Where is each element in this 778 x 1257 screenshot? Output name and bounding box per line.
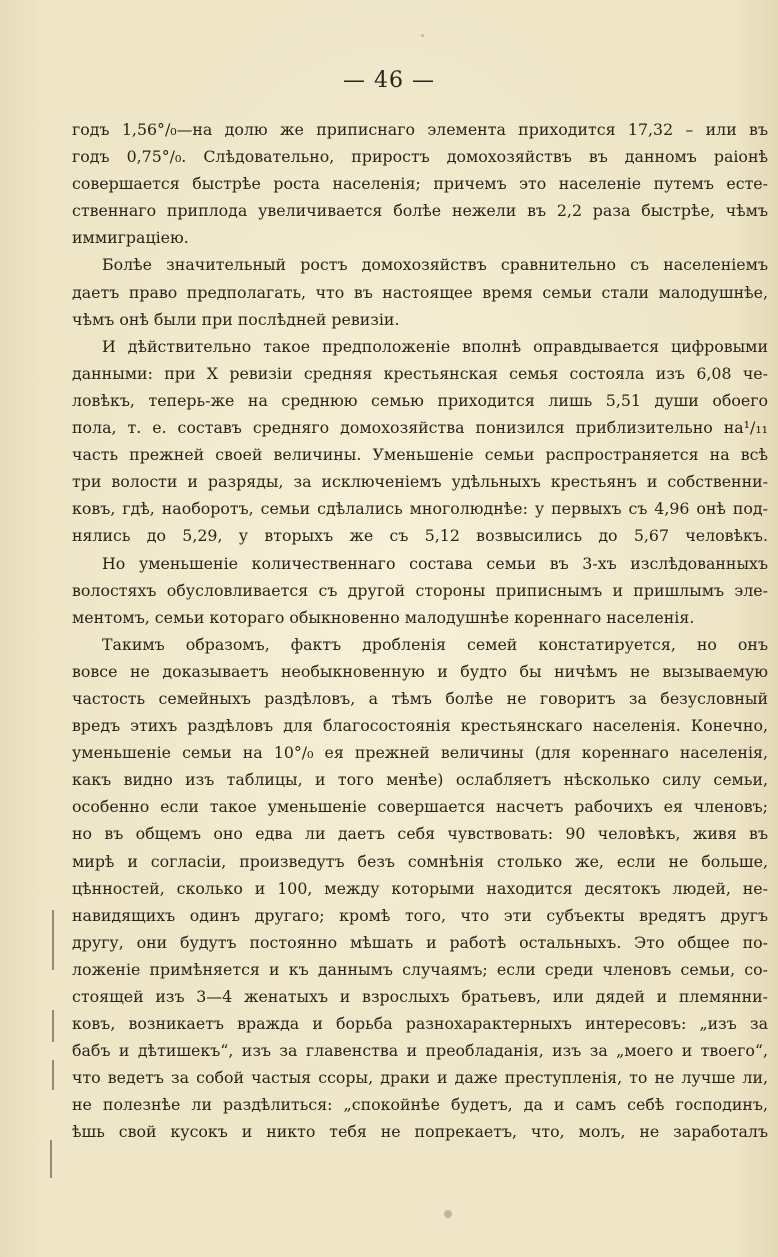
text-line: ковъ, гдѣ, наоборотъ, семьи сдѣлались многолюднѣе: у первыхъ съ 4,96 онѣ под- <box>72 499 768 519</box>
text-line: ѣшь свой кусокъ и никто тебя не попрекаетъ, что, молъ, не заработалъ <box>72 1122 768 1142</box>
text-line: уменьшеніе семьи на 10°/₀ ея прежней величины (для кореннаго населенія, <box>72 743 768 763</box>
text-line: Болѣе значительный ростъ домохозяйствъ сравнительно съ населеніемъ <box>102 255 768 275</box>
paper-speck <box>421 34 424 37</box>
margin-pencil-mark <box>50 1140 52 1178</box>
text-line: ковъ, возникаетъ вражда и борьба разнохарактерныхъ интересовъ: „изъ за <box>72 1014 768 1034</box>
text-line: что ведетъ за собой частыя ссоры, драки и даже преступленія, то не лучше ли, <box>72 1068 768 1088</box>
text-line: ловѣкъ, теперь-же на среднюю семью приходится лишь 5,51 души обоего <box>72 390 768 410</box>
text-line: И дѣйствительно такое предположеніе вполнѣ оправдывается цифровыми <box>102 336 768 356</box>
text-line: годъ 1,56°/₀—на долю же приписнаго элемента приходится 17,32 – или въ <box>72 120 768 139</box>
text-line: три волости и разряды, за исключеніемъ удѣльныхъ крестьянъ и собственни- <box>72 472 768 492</box>
text-line: совершается быстрѣе роста населенія; причемъ это населеніе путемъ есте- <box>72 174 768 194</box>
text-line: часть прежней своей величины. Уменьшеніе семьи распространяется на всѣ <box>72 445 768 465</box>
text-line: цѣнностей, сколько и 100, между которыми находится десятокъ людей, не- <box>72 878 768 898</box>
text-line: ственнаго приплода увеличивается болѣе нежели въ 2,2 раза быстрѣе, чѣмъ <box>72 201 768 221</box>
text-line: другу, они будутъ постоянно мѣшать и работѣ остальныхъ. Это общее по- <box>72 932 768 952</box>
margin-pencil-mark <box>52 1010 54 1042</box>
text-line: Такимъ образомъ, фактъ дробленія семей констатируется, но онъ <box>102 634 768 654</box>
paper-speck <box>444 1210 452 1218</box>
text-line: особенно если такое уменьшеніе совершается насчетъ рабочихъ ея членовъ; <box>72 797 768 817</box>
text-line: частость семейныхъ раздѣловъ, а тѣмъ болѣе не говоритъ за безусловный <box>72 688 768 708</box>
margin-pencil-mark <box>52 910 54 970</box>
text-line: ложеніе примѣняется и къ даннымъ случаямъ; если среди членовъ семьи, со- <box>72 959 768 979</box>
text-line: вовсе не доказываетъ необыкновенную и будто бы ничѣмъ не вызываемую <box>72 661 768 681</box>
text-line: бабъ и дѣтишекъ“, изъ за главенства и преобладанія, изъ за „моего и твоего“, <box>72 1041 768 1061</box>
text-line: мирѣ и согласіи, произведутъ безъ сомнѣнія столько же, если не больше, <box>72 851 768 871</box>
page-number: — 46 — <box>343 68 435 93</box>
text-line: волостяхъ обусловливается съ другой стороны приписнымъ и пришлымъ эле- <box>72 580 768 600</box>
text-line: данными: при X ревизіи средняя крестьянская семья состояла изъ 6,08 че- <box>72 363 768 383</box>
margin-pencil-mark <box>52 1060 54 1090</box>
text-line: какъ видно изъ таблицы, и того менѣе) ослабляетъ нѣсколько силу семьи, <box>72 770 768 790</box>
text-line: но въ общемъ оно едва ли даетъ себя чувствовать: 90 человѣкъ, живя въ <box>72 824 768 844</box>
body-text <box>72 116 768 1146</box>
text-line: ментомъ, семьи котораго обыкновенно малодушнѣе кореннаго населенія. <box>72 607 695 627</box>
text-line: вредъ этихъ раздѣловъ для благосостоянія крестьянскаго населенія. Конечно, <box>72 716 768 736</box>
text-line: стоящей изъ 3—4 женатыхъ и взрослыхъ братьевъ, или дядей и племянни- <box>72 987 768 1006</box>
text-line: годъ 0,75°/₀. Слѣдовательно, приростъ домохозяйствъ въ данномъ раіонѣ <box>72 147 768 167</box>
text-line: не полезнѣе ли раздѣлиться: „спокойнѣе будетъ, да и самъ себѣ господинъ, <box>72 1095 768 1115</box>
text-line: навидящихъ одинъ другаго; кромѣ того, что эти субъекты вредятъ другъ <box>72 905 768 925</box>
text-line: Но уменьшеніе количественнаго состава семьи въ 3-хъ изслѣдованныхъ <box>102 553 768 573</box>
text-line: чѣмъ онѣ были при послѣдней ревизіи. <box>72 309 400 329</box>
text-line: иммиграціею. <box>72 228 189 248</box>
text-line: пола, т. е. составъ средняго домохозяйства понизился приблизительно на¹/₁₁ <box>72 418 768 438</box>
text-line: даетъ право предполагать, что въ настоящее время семьи стали малодушнѣе, <box>72 282 768 302</box>
text-line: нялись до 5,29, у вторыхъ же съ 5,12 возвысились до 5,67 человѣкъ. <box>72 526 768 546</box>
